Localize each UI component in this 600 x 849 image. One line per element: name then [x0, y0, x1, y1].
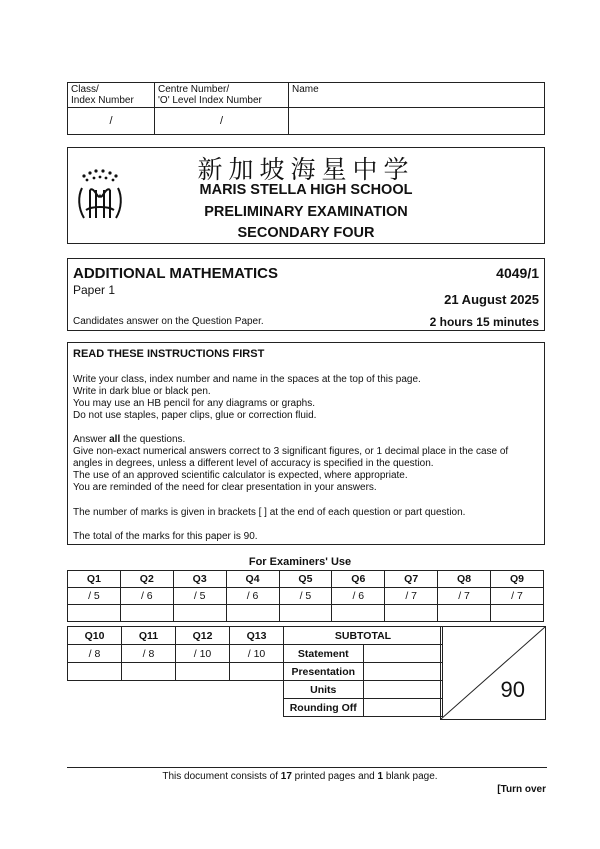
turn-over-label: [Turn over	[497, 784, 546, 795]
total-marks-value: 90	[500, 677, 525, 702]
question-max-marks: / 7	[385, 588, 438, 605]
deduction-entry[interactable]	[363, 663, 443, 681]
question-header: Q2	[120, 571, 173, 588]
school-header-box	[67, 147, 545, 244]
question-header: Q4	[226, 571, 279, 588]
mark-entry-cell[interactable]	[68, 663, 122, 681]
question-max-marks: / 10	[230, 645, 284, 663]
centre-number-field[interactable]	[155, 108, 289, 135]
class-index-slash: /	[109, 114, 113, 127]
examiner-marks-table-top	[67, 570, 544, 622]
deduction-entry[interactable]	[363, 645, 443, 663]
deduction-entry[interactable]	[363, 681, 443, 699]
total-diagonal-line	[441, 627, 545, 719]
olevel-index-label: 'O' Level Index Number	[158, 95, 262, 106]
centre-number-label: Centre Number/	[158, 84, 230, 95]
exam-date: 21 August 2025	[444, 292, 539, 307]
mark-entry-cell[interactable]	[230, 663, 284, 681]
mark-entry-cell[interactable]	[438, 605, 491, 622]
instruction-line: angles in degrees, unless a different level of accuracy is specified in the question.	[73, 458, 434, 469]
centre-number-header	[155, 83, 289, 108]
footer-text-part: printed pages and	[291, 771, 378, 782]
paper-label: Paper 1	[73, 283, 116, 297]
class-index-header	[68, 83, 155, 108]
name-label: Name	[292, 84, 319, 95]
mark-entry-cell[interactable]	[332, 605, 385, 622]
instructions-box	[67, 342, 545, 545]
instruction-line: Do not use staples, paper clips, glue or correction fluid.	[73, 410, 317, 421]
question-max-marks: / 6	[226, 588, 279, 605]
deduction-entry[interactable]	[363, 699, 443, 717]
instruction-line: You may use an HB pencil for any diagrams or graphs.	[73, 398, 315, 409]
footer-rule	[67, 767, 547, 768]
mark-entry-cell[interactable]	[120, 605, 173, 622]
instruction-line: The total of the marks for this paper is 90.	[73, 531, 258, 542]
question-header: Q5	[279, 571, 332, 588]
question-max-marks: / 10	[176, 645, 230, 663]
examiners-use-heading: For Examiners' Use	[248, 556, 352, 568]
deduction-label-rounding-off: Rounding Off	[284, 699, 364, 717]
mark-entry-cell[interactable]	[173, 605, 226, 622]
exam-duration: 2 hours 15 minutes	[429, 315, 539, 329]
school-chinese-name: 新加坡海星中学	[197, 155, 415, 184]
question-max-marks: / 5	[173, 588, 226, 605]
question-max-marks: / 8	[122, 645, 176, 663]
total-marks-cell[interactable]	[440, 626, 546, 720]
school-name: MARIS STELLA HIGH SCHOOL	[199, 182, 413, 198]
question-max-marks: / 5	[68, 588, 121, 605]
answer-note: Candidates answer on the Question Paper.	[73, 316, 264, 327]
class-label: Class/	[71, 84, 99, 95]
question-max-marks: / 6	[120, 588, 173, 605]
question-header: Q9	[491, 571, 544, 588]
instruction-line: The number of marks is given in brackets [ ] at the end of each question or part question.	[73, 507, 466, 518]
instruction-line: Write in dark blue or black pen.	[73, 386, 211, 397]
question-max-marks: / 8	[68, 645, 122, 663]
emphasis-all: all	[109, 434, 121, 445]
class-index-field[interactable]	[68, 108, 155, 135]
mark-entry-cell[interactable]	[385, 605, 438, 622]
question-header: Q1	[68, 571, 121, 588]
question-header: Q10	[68, 627, 122, 645]
blank-page-count: 1	[377, 771, 384, 782]
deduction-label-units: Units	[284, 681, 364, 699]
index-number-label: Index Number	[71, 95, 134, 106]
printed-page-count: 17	[280, 771, 292, 782]
subtotal-label: SUBTOTAL	[284, 627, 443, 645]
question-header: Q8	[438, 571, 491, 588]
instruction-line: You are reminded of the need for clear presentation in your answers.	[73, 482, 377, 493]
candidate-id-table	[67, 82, 545, 135]
instruction-line: Answer all the questions.	[73, 434, 186, 445]
question-header: Q3	[173, 571, 226, 588]
question-max-marks: / 6	[332, 588, 385, 605]
question-header: Q13	[230, 627, 284, 645]
deduction-label-presentation: Presentation	[284, 663, 364, 681]
subject-box	[67, 258, 545, 331]
mark-entry-cell[interactable]	[279, 605, 332, 622]
mark-entry-cell[interactable]	[176, 663, 230, 681]
question-max-marks: / 5	[279, 588, 332, 605]
mark-entry-cell[interactable]	[68, 605, 121, 622]
centre-number-slash: /	[219, 114, 224, 127]
mark-entry-cell[interactable]	[491, 605, 544, 622]
instruction-line: The use of an approved scientific calculator is expected, where appropriate.	[73, 470, 408, 481]
name-header	[289, 83, 545, 108]
question-max-marks: / 7	[438, 588, 491, 605]
mark-entry-cell[interactable]	[226, 605, 279, 622]
footer-text-part: blank page.	[383, 771, 438, 782]
name-field[interactable]	[289, 108, 545, 135]
exam-level: SECONDARY FOUR	[237, 225, 375, 241]
subject-code: 4049/1	[496, 265, 539, 281]
exam-title: PRELIMINARY EXAMINATION	[204, 204, 408, 220]
footer-text-part: This document consists of	[162, 771, 281, 782]
subject-title: ADDITIONAL MATHEMATICS	[73, 265, 278, 282]
instruction-line: Give non-exact numerical answers correct to 3 significant figures, or 1 decimal place in the case of	[73, 446, 509, 457]
question-header: Q11	[122, 627, 176, 645]
question-header: Q7	[385, 571, 438, 588]
question-header: Q6	[332, 571, 385, 588]
examiner-marks-table-bottom	[67, 626, 443, 717]
mark-entry-cell[interactable]	[122, 663, 176, 681]
deduction-label-statement: Statement	[284, 645, 364, 663]
question-header: Q12	[176, 627, 230, 645]
question-max-marks: / 7	[491, 588, 544, 605]
instruction-line: Write your class, index number and name in the spaces at the top of this page.	[73, 374, 421, 385]
page-count-note	[0, 771, 600, 782]
instructions-heading: READ THESE INSTRUCTIONS FIRST	[73, 348, 265, 360]
